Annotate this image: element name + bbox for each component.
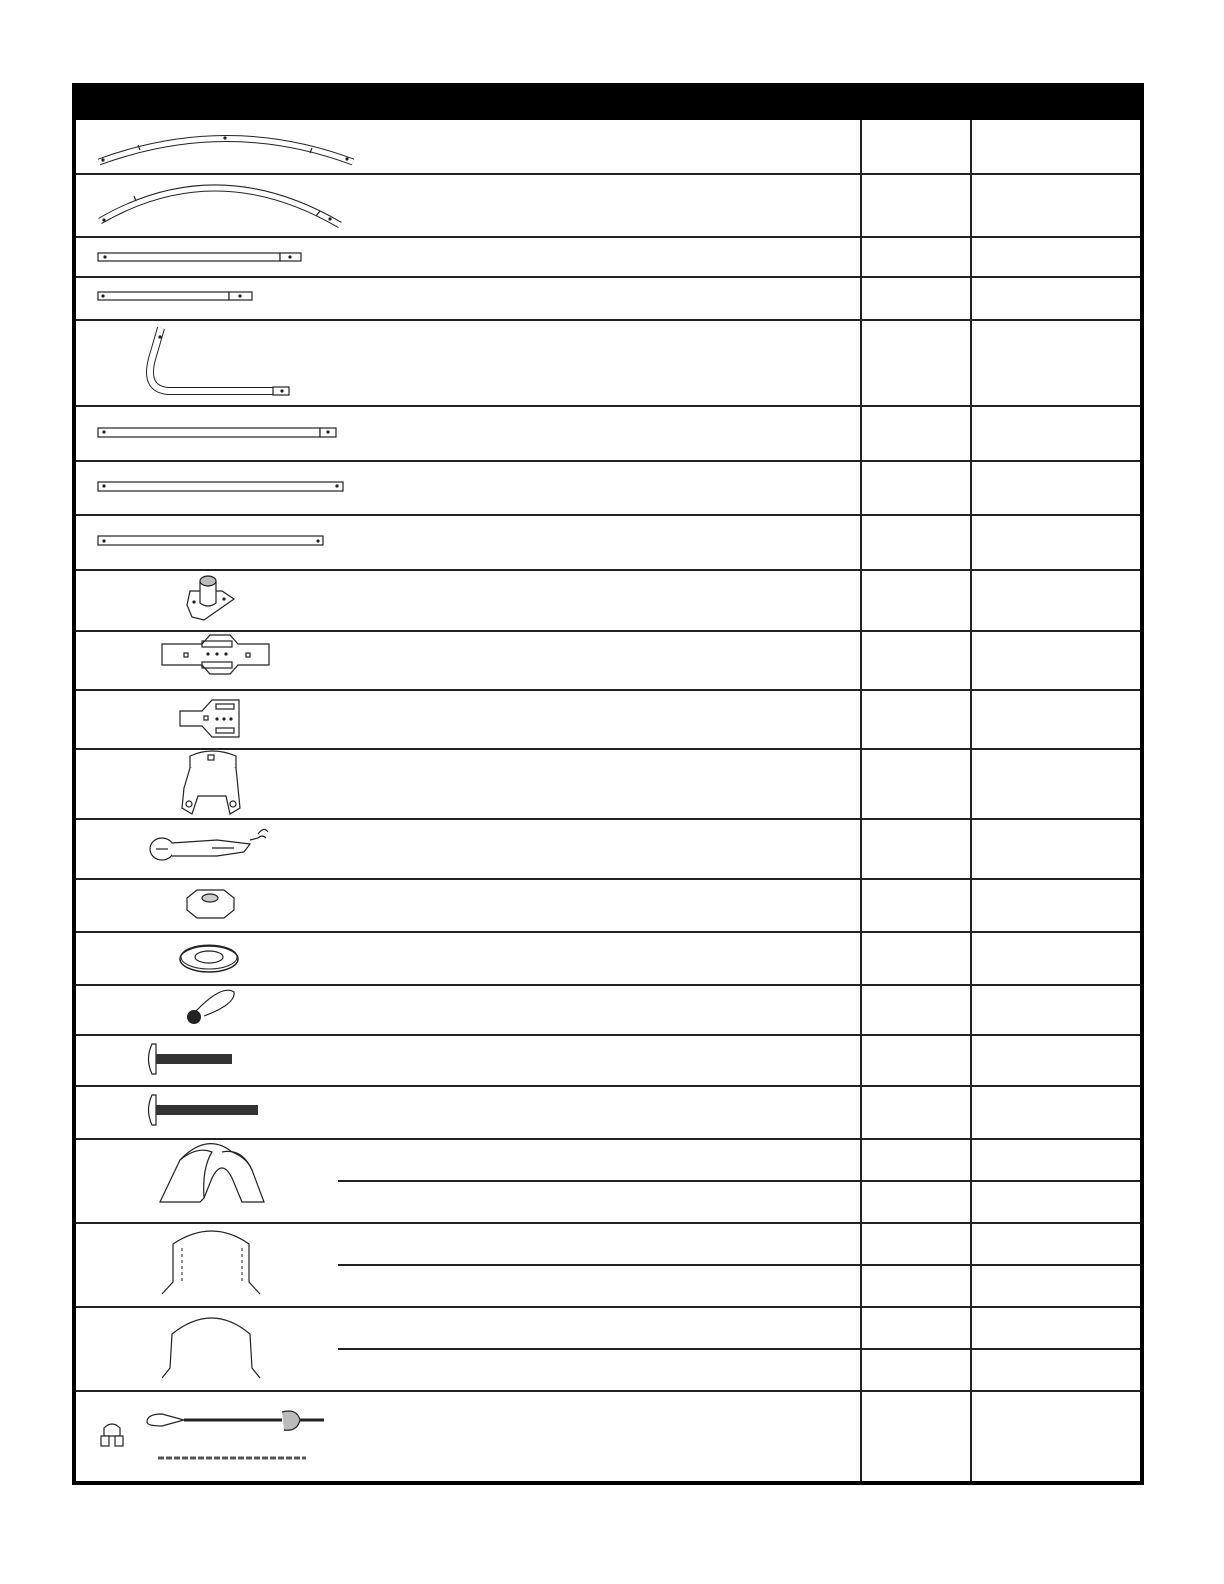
table-frame (72, 83, 1144, 1485)
parts-list-table (72, 83, 1144, 1485)
